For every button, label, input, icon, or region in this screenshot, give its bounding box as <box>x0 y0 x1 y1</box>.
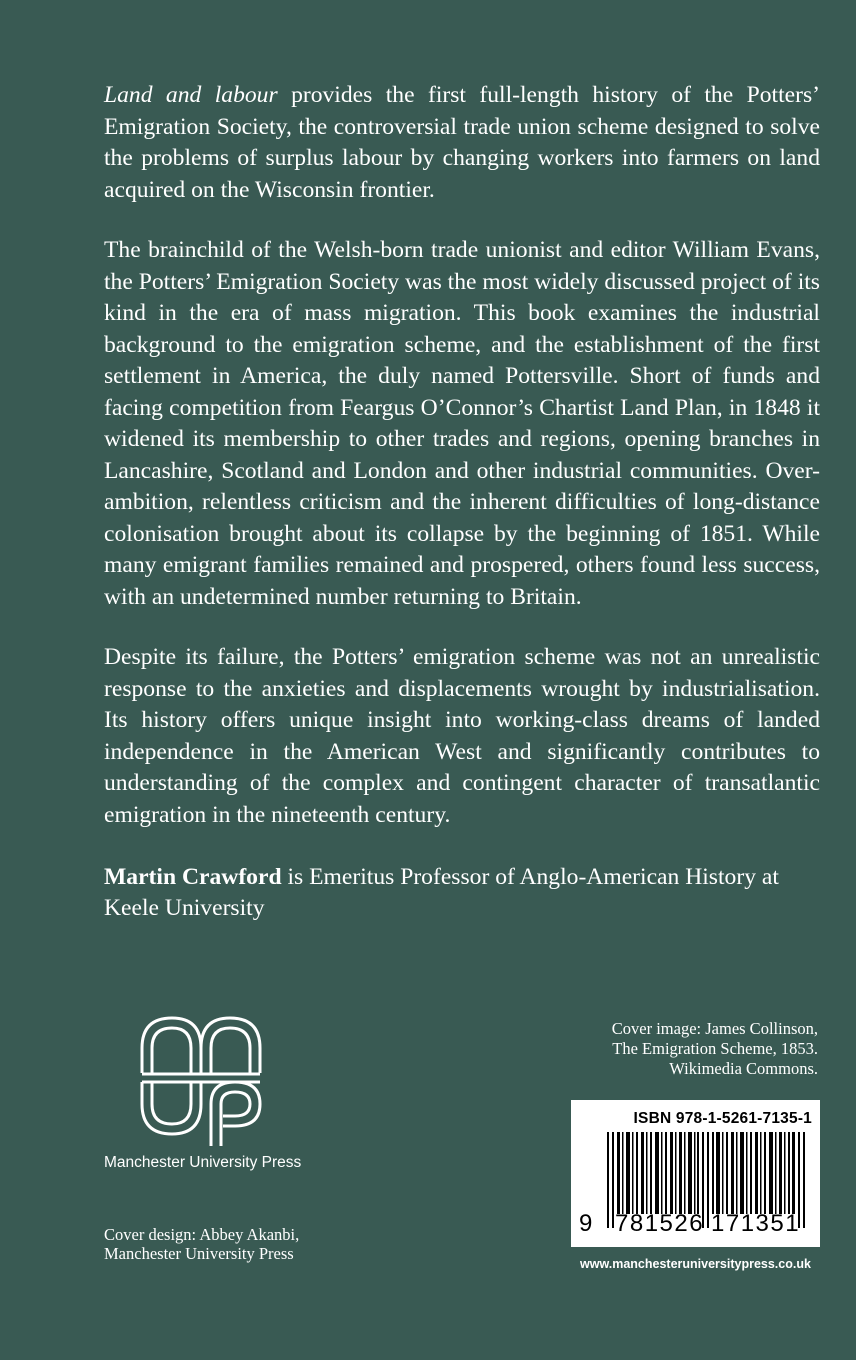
cover-image-line-1: Cover image: James Collinson, <box>611 1019 818 1038</box>
cover-design-line-1: Cover design: Abbey Akanbi, <box>104 1225 300 1244</box>
publisher-logo-block <box>104 1008 314 1172</box>
blurb-paragraph-1-text: provides the first full-length history of the Potters’ Emigration Society, the controversial trade union scheme designed to solve the problems of surplus labour by changing workers into farmers on land acquired on the Wisconsin frontier. <box>104 82 821 203</box>
blurb-paragraph-3: Despite its failure, the Potters’ emigration scheme was not an unrealistic response to the anxieties and displacements wrought by industrialisation. Its history offers unique insight into working-class dreams of landed independence in the American West and significantly contributes to understanding of the complex and contingent character of transatlantic emigration in the nineteenth century. <box>104 644 820 828</box>
isbn-digits-right: 171351 <box>711 1210 801 1237</box>
publisher-name: Manchester University Press <box>104 1154 302 1171</box>
blurb-paragraph-2: The brainchild of the Welsh-born trade unionist and editor William Evans, the Potters’ Emigration Society was the most widely discussed project of its kind in the era of mass migration. This book examines the industrial background to the emigration scheme, and the establishment of the first settlement in America, the duly named Pottersville. Short of funds and facing competition from Feargus O’Connor’s Chartist Land Plan, in 1848 it widened its membership to other trades and regions, opening branches in Lancashire, Scotland and London and other industrial communities. Over-ambition, relentless criticism and the inherent difficulties of long-distance colonisation brought about its collapse by the beginning of 1851. While many emigrant families remained and prospered, others found less success, with an undetermined number returning to Britain. <box>104 237 820 610</box>
isbn-label: ISBN 978-1-5261-7135-1 <box>633 1110 812 1127</box>
barcode-box <box>571 1100 820 1247</box>
mup-logo-icon <box>132 1008 270 1146</box>
cover-image-line-3: Wikimedia Commons. <box>669 1059 818 1078</box>
blurb-paragraph-1 <box>104 80 820 206</box>
author-bio-text: is Emeritus Professor of Anglo-American History at Keele University <box>104 864 779 921</box>
author-bio <box>104 862 824 924</box>
blurb <box>104 80 820 831</box>
cover-design-line-2: Manchester University Press <box>104 1244 294 1263</box>
publisher-website: www.manchesteruniversitypress.co.uk <box>580 1257 811 1271</box>
author-name: Martin Crawford <box>104 864 282 890</box>
book-title: Land and labour <box>104 82 278 108</box>
cover-image-line-2: The Emigration Scheme, 1853. <box>612 1039 818 1058</box>
isbn-digits-left: 781526 <box>615 1210 705 1237</box>
cover-image-credit <box>612 1019 818 1079</box>
isbn-digit-lead: 9 <box>579 1210 593 1237</box>
cover-design-credit <box>104 1225 299 1263</box>
